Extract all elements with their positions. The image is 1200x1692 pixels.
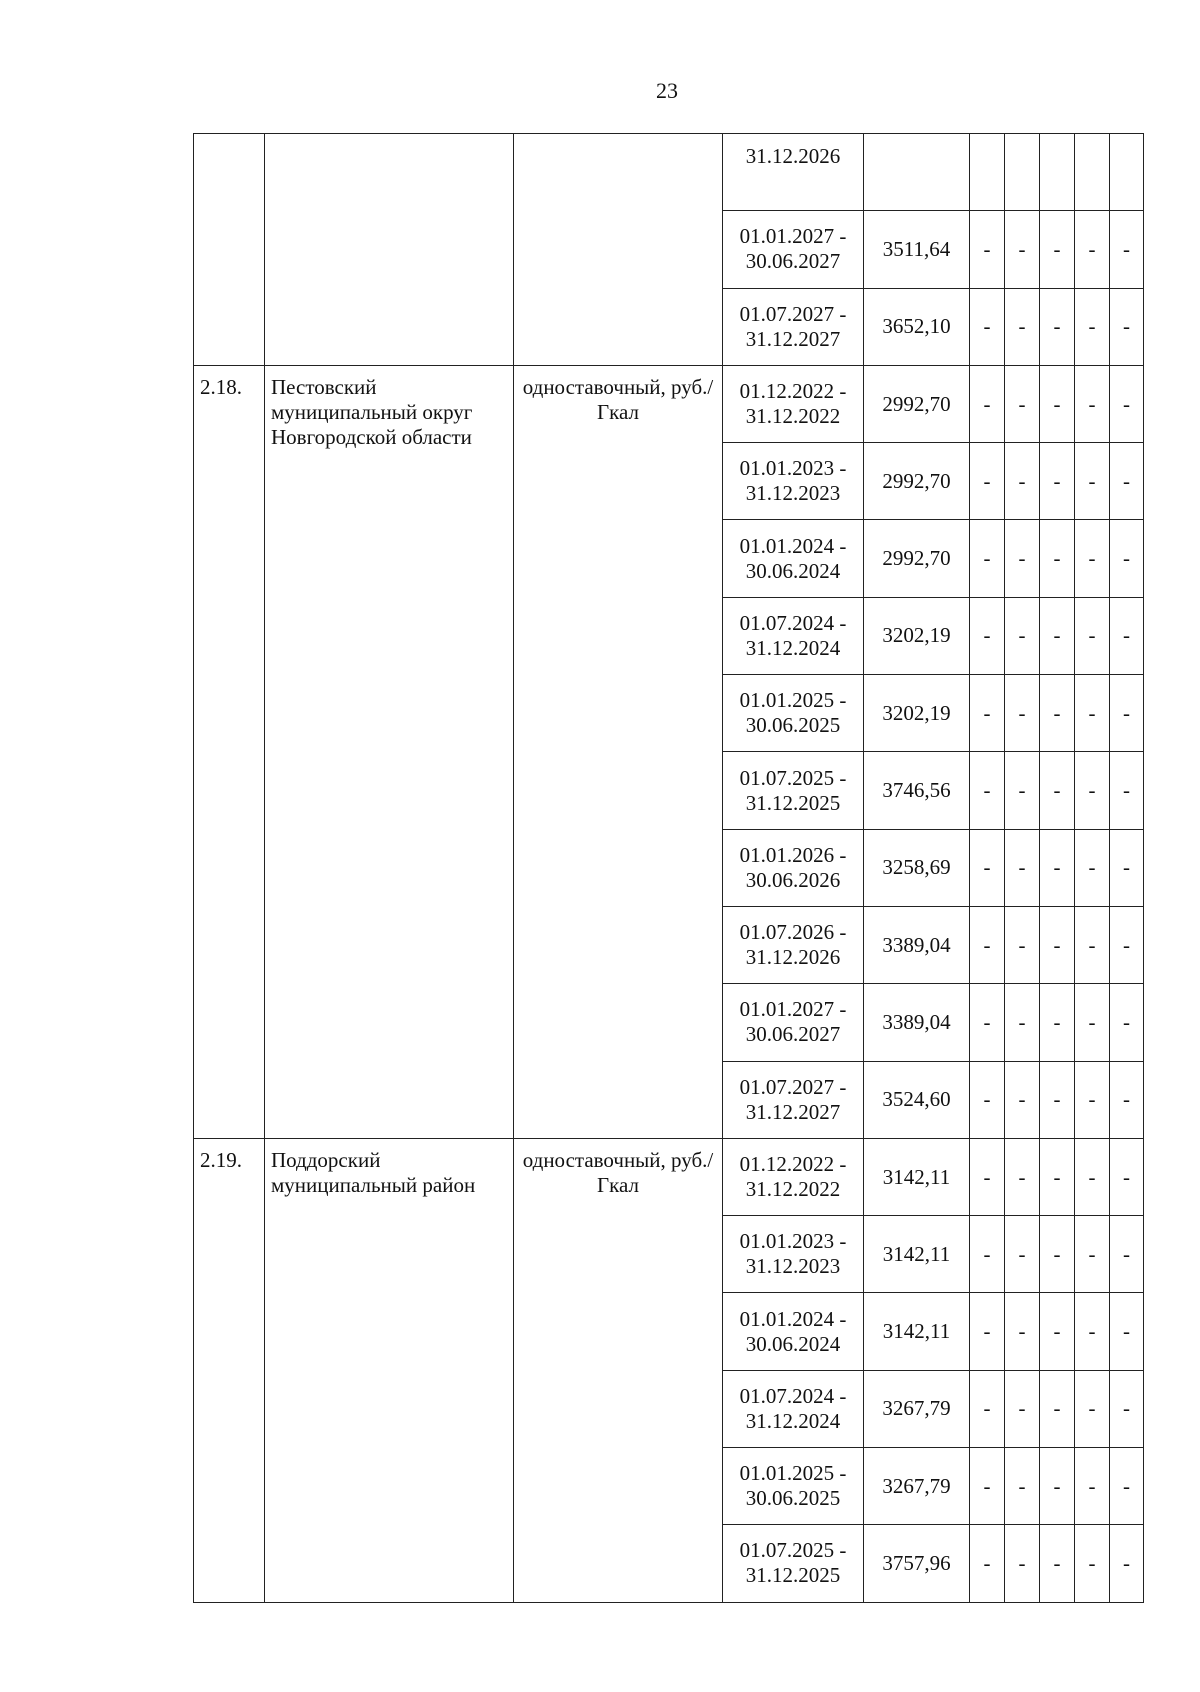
period-cell	[723, 1448, 864, 1525]
period-line: 30.06.2027	[745, 249, 841, 274]
period-line: 01.07.2027 -	[739, 301, 847, 326]
period-cell	[723, 134, 864, 211]
dash-cell	[1005, 134, 1040, 211]
tariff-value	[864, 134, 970, 211]
tariff-type: одноставочный, руб./Гкал	[514, 365, 723, 1138]
dash-cell: -	[1040, 1138, 1075, 1215]
period-line: 30.06.2025	[745, 1486, 841, 1511]
period-line: 31.12.2027	[745, 1099, 841, 1124]
period-line: 30.06.2027	[745, 1022, 841, 1047]
table-row	[194, 1138, 1144, 1215]
dash-cell	[1075, 134, 1110, 211]
period-cell	[723, 906, 864, 983]
dash-cell: -	[1075, 1138, 1110, 1215]
period-line: 31.12.2024	[745, 1408, 841, 1433]
period-cell	[723, 288, 864, 365]
dash-cell: -	[1005, 288, 1040, 365]
dash-cell: -	[1075, 829, 1110, 906]
period-line: 01.01.2025 -	[739, 1461, 847, 1486]
dash-cell: -	[1110, 906, 1144, 983]
dash-cell: -	[1075, 443, 1110, 520]
dash-cell: -	[970, 675, 1005, 752]
period-line: 31.12.2027	[745, 326, 841, 351]
dash-cell: -	[1110, 675, 1144, 752]
dash-cell	[1040, 134, 1075, 211]
dash-cell: -	[1110, 1370, 1144, 1447]
tariff-value: 3746,56	[864, 752, 970, 829]
empty-cell	[194, 134, 265, 366]
empty-cell	[265, 134, 514, 366]
dash-cell: -	[1005, 829, 1040, 906]
dash-cell: -	[1110, 752, 1144, 829]
period-line: 01.07.2025 -	[739, 1538, 847, 1563]
tariff-value: 3142,11	[864, 1216, 970, 1293]
dash-cell: -	[1005, 211, 1040, 288]
period-cell	[723, 752, 864, 829]
period-cell	[723, 1293, 864, 1370]
dash-cell: -	[1040, 1448, 1075, 1525]
period-line: 31.12.2023	[745, 1254, 841, 1279]
dash-cell: -	[1040, 520, 1075, 597]
dash-cell: -	[1075, 1448, 1110, 1525]
period-cell	[723, 520, 864, 597]
dash-cell: -	[970, 1138, 1005, 1215]
table-row	[194, 365, 1144, 442]
dash-cell: -	[1110, 597, 1144, 674]
dash-cell: -	[1075, 520, 1110, 597]
dash-cell: -	[1005, 984, 1040, 1061]
period-line: 31.12.2026	[745, 945, 841, 970]
period-cell	[723, 675, 864, 752]
tariff-value: 3142,11	[864, 1293, 970, 1370]
dash-cell: -	[970, 597, 1005, 674]
dash-cell: -	[1040, 211, 1075, 288]
dash-cell: -	[1075, 1525, 1110, 1602]
dash-cell: -	[1110, 984, 1144, 1061]
municipality-name: Пестовский муниципальный округ Новгородской области	[265, 365, 514, 1138]
dash-cell: -	[970, 211, 1005, 288]
dash-cell: -	[1040, 288, 1075, 365]
dash-cell: -	[1005, 443, 1040, 520]
tariff-value: 3267,79	[864, 1370, 970, 1447]
tariff-table	[193, 133, 1144, 1603]
tariff-value: 2992,70	[864, 443, 970, 520]
period-cell	[723, 1370, 864, 1447]
dash-cell: -	[1040, 597, 1075, 674]
dash-cell: -	[970, 1293, 1005, 1370]
dash-cell: -	[1110, 829, 1144, 906]
period-line: 01.07.2026 -	[739, 920, 847, 945]
period-line: 01.07.2024 -	[739, 610, 847, 635]
table-row	[194, 134, 1144, 211]
dash-cell: -	[1110, 211, 1144, 288]
dash-cell: -	[1075, 752, 1110, 829]
dash-cell: -	[1110, 520, 1144, 597]
dash-cell: -	[1005, 597, 1040, 674]
dash-cell: -	[1005, 906, 1040, 983]
dash-cell: -	[970, 1216, 1005, 1293]
dash-cell: -	[1040, 752, 1075, 829]
dash-cell: -	[1040, 1293, 1075, 1370]
period-cell	[723, 1525, 864, 1602]
municipality-name: Поддорский муниципальный район	[265, 1138, 514, 1602]
period-line: 01.01.2027 -	[739, 997, 847, 1022]
dash-cell: -	[1110, 1216, 1144, 1293]
tariff-value: 3511,64	[864, 211, 970, 288]
dash-cell: -	[1075, 906, 1110, 983]
tariff-value: 3652,10	[864, 288, 970, 365]
dash-cell: -	[1005, 1293, 1040, 1370]
dash-cell: -	[970, 1448, 1005, 1525]
period-cell	[723, 1138, 864, 1215]
period-cell	[723, 1061, 864, 1138]
period-line: 31.12.2026	[745, 144, 841, 168]
dash-cell: -	[1075, 211, 1110, 288]
tariff-type: одноставочный, руб./Гкал	[514, 1138, 723, 1602]
dash-cell: -	[1005, 1370, 1040, 1447]
dash-cell: -	[1110, 288, 1144, 365]
dash-cell: -	[1075, 288, 1110, 365]
dash-cell: -	[1005, 1138, 1040, 1215]
dash-cell: -	[1040, 443, 1075, 520]
dash-cell: -	[1005, 1216, 1040, 1293]
period-line: 01.01.2023 -	[739, 1229, 847, 1254]
dash-cell: -	[1075, 984, 1110, 1061]
tariff-value: 3389,04	[864, 906, 970, 983]
period-cell	[723, 984, 864, 1061]
dash-cell: -	[1040, 829, 1075, 906]
period-line: 31.12.2023	[745, 481, 841, 506]
dash-cell: -	[1040, 1061, 1075, 1138]
dash-cell: -	[970, 752, 1005, 829]
tariff-value: 3258,69	[864, 829, 970, 906]
period-line: 30.06.2026	[745, 867, 841, 892]
period-line: 30.06.2024	[745, 558, 841, 583]
period-line: 30.06.2025	[745, 713, 841, 738]
dash-cell: -	[1040, 984, 1075, 1061]
period-line: 31.12.2025	[745, 1563, 841, 1588]
period-line: 01.01.2026 -	[739, 842, 847, 867]
period-line: 01.07.2025 -	[739, 765, 847, 790]
tariff-value: 3524,60	[864, 1061, 970, 1138]
dash-cell: -	[970, 984, 1005, 1061]
dash-cell: -	[1075, 1061, 1110, 1138]
dash-cell: -	[1075, 365, 1110, 442]
dash-cell: -	[1110, 1448, 1144, 1525]
dash-cell: -	[970, 288, 1005, 365]
dash-cell: -	[1005, 1525, 1040, 1602]
period-cell	[723, 443, 864, 520]
dash-cell: -	[1040, 675, 1075, 752]
empty-cell	[514, 134, 723, 366]
dash-cell: -	[1075, 1370, 1110, 1447]
dash-cell: -	[1110, 1061, 1144, 1138]
period-cell	[723, 1216, 864, 1293]
dash-cell: -	[970, 365, 1005, 442]
dash-cell: -	[970, 443, 1005, 520]
item-number: 2.19.	[194, 1138, 265, 1602]
period-line: 01.07.2027 -	[739, 1074, 847, 1099]
dash-cell: -	[1040, 1525, 1075, 1602]
period-line: 31.12.2024	[745, 635, 841, 660]
dash-cell	[1110, 134, 1144, 211]
item-number: 2.18.	[194, 365, 265, 1138]
tariff-value: 2992,70	[864, 365, 970, 442]
period-line: 01.12.2022 -	[739, 379, 847, 404]
period-line: 01.07.2024 -	[739, 1383, 847, 1408]
period-cell	[723, 597, 864, 674]
dash-cell: -	[1005, 675, 1040, 752]
period-line: 01.01.2024 -	[739, 1306, 847, 1331]
page-number: 23	[656, 78, 678, 103]
dash-cell: -	[1110, 1138, 1144, 1215]
period-line: 30.06.2024	[745, 1331, 841, 1356]
dash-cell: -	[1005, 365, 1040, 442]
dash-cell: -	[1005, 520, 1040, 597]
period-line: 01.01.2023 -	[739, 456, 847, 481]
dash-cell: -	[1110, 443, 1144, 520]
dash-cell: -	[1110, 1293, 1144, 1370]
period-cell	[723, 211, 864, 288]
dash-cell: -	[1005, 752, 1040, 829]
dash-cell: -	[1110, 1525, 1144, 1602]
dash-cell: -	[970, 1525, 1005, 1602]
dash-cell: -	[970, 520, 1005, 597]
tariff-value: 3757,96	[864, 1525, 970, 1602]
period-line: 31.12.2022	[745, 404, 841, 429]
period-cell	[723, 829, 864, 906]
tariff-value: 2992,70	[864, 520, 970, 597]
period-line: 31.12.2022	[745, 1177, 841, 1201]
dash-cell: -	[970, 906, 1005, 983]
dash-cell: -	[1075, 675, 1110, 752]
dash-cell: -	[1040, 1216, 1075, 1293]
dash-cell: -	[970, 829, 1005, 906]
dash-cell: -	[1075, 597, 1110, 674]
tariff-value: 3267,79	[864, 1448, 970, 1525]
period-cell	[723, 365, 864, 442]
dash-cell: -	[1075, 1216, 1110, 1293]
dash-cell: -	[1040, 906, 1075, 983]
dash-cell: -	[1040, 365, 1075, 442]
dash-cell: -	[1075, 1293, 1110, 1370]
dash-cell: -	[1040, 1370, 1075, 1447]
tariff-value: 3202,19	[864, 597, 970, 674]
period-line: 01.01.2027 -	[739, 224, 847, 249]
tariff-value: 3389,04	[864, 984, 970, 1061]
tariff-value: 3142,11	[864, 1138, 970, 1215]
tariff-value: 3202,19	[864, 675, 970, 752]
dash-cell: -	[1005, 1448, 1040, 1525]
period-line: 01.01.2025 -	[739, 688, 847, 713]
period-line: 01.12.2022 -	[739, 1152, 847, 1176]
period-line: 31.12.2025	[745, 790, 841, 815]
period-line: 01.01.2024 -	[739, 533, 847, 558]
dash-cell: -	[1110, 365, 1144, 442]
dash-cell: -	[970, 1061, 1005, 1138]
dash-cell: -	[1005, 1061, 1040, 1138]
dash-cell: -	[970, 1370, 1005, 1447]
dash-cell	[970, 134, 1005, 211]
